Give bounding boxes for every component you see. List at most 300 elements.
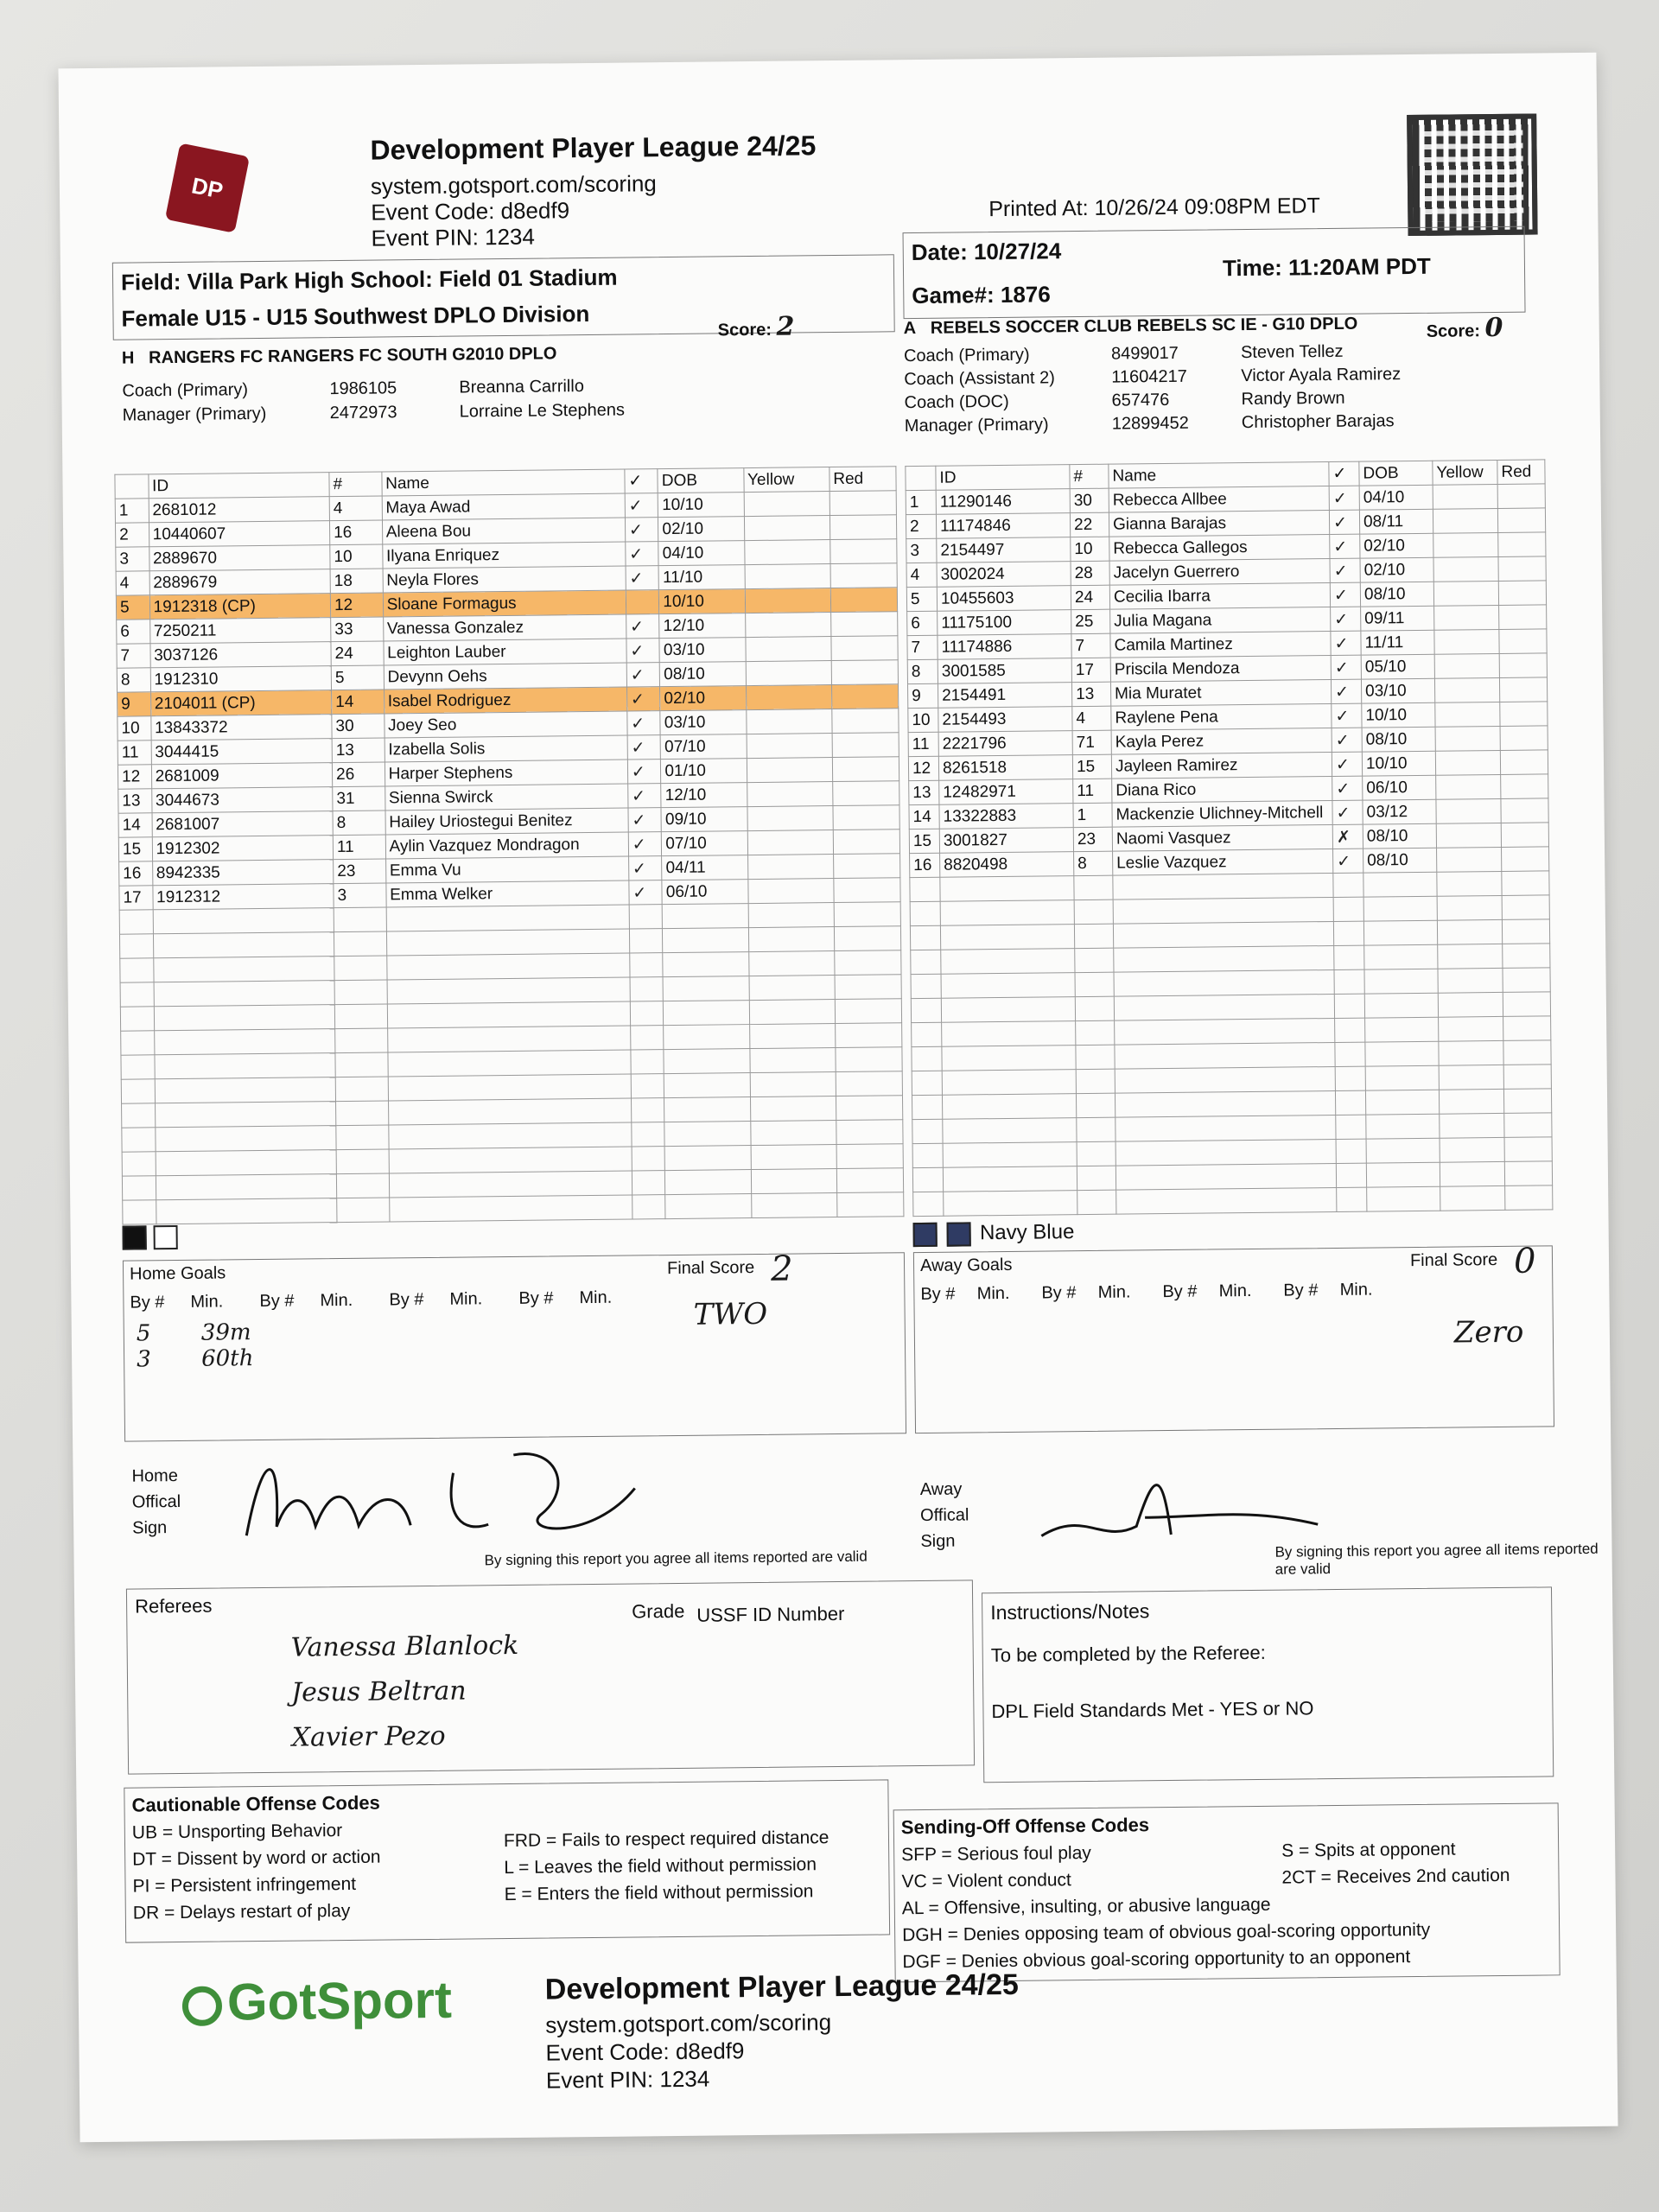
black-swatch-icon — [123, 1225, 147, 1249]
player-dob: 08/10 — [1360, 582, 1433, 607]
player-id: 3002024 — [937, 562, 1071, 588]
jersey-number — [1077, 1141, 1116, 1166]
player-name: Rebecca Gallegos — [1109, 535, 1330, 562]
game-number: Game#: 1876 — [912, 281, 1051, 309]
yellow-card — [1436, 798, 1501, 823]
row-number — [910, 877, 940, 901]
row-number — [911, 974, 941, 998]
checkin-mark: ✓ — [1330, 558, 1360, 582]
checkin-mark: ✓ — [1331, 607, 1361, 631]
player-name — [389, 1195, 632, 1222]
row-number: 1 — [115, 499, 149, 523]
row-number — [913, 1192, 944, 1216]
red-card — [832, 757, 899, 782]
checkin-mark — [1334, 994, 1364, 1018]
player-name: Cecilia Ibarra — [1109, 583, 1330, 610]
player-name: Harper Stephens — [385, 760, 627, 786]
jersey-number — [335, 1077, 388, 1102]
player-id: 11174846 — [936, 513, 1070, 539]
red-card — [1502, 895, 1549, 920]
player-id: 3001585 — [938, 658, 1071, 684]
checkin-mark — [1335, 1090, 1365, 1115]
row-number — [911, 950, 941, 974]
yellow-card — [1434, 653, 1499, 678]
player-id: 1912312 — [152, 884, 334, 910]
checkin-mark: ✓ — [1329, 486, 1359, 510]
sendoff-code: 2CT = Receives 2nd caution — [1281, 1865, 1510, 1888]
player-id: 2681012 — [149, 497, 330, 523]
player-name — [1115, 1066, 1335, 1093]
row-number — [120, 958, 154, 982]
checkin-mark — [630, 953, 664, 977]
checkin-mark: ✓ — [628, 832, 662, 856]
yellow-card — [1440, 1161, 1504, 1186]
player-name: Vanessa Gonzalez — [383, 614, 626, 641]
yellow-card — [1435, 702, 1500, 727]
player-dob: 08/10 — [1363, 823, 1436, 849]
player-id: 1912310 — [150, 666, 332, 692]
red-card — [835, 950, 902, 976]
player-dob: 10/10 — [659, 589, 746, 614]
red-card — [1502, 871, 1549, 896]
player-id: 3037126 — [150, 642, 332, 668]
sendoff-code: SFP = Serious foul play — [901, 1842, 1091, 1866]
row-number: 7 — [117, 644, 150, 668]
player-dob: 02/10 — [660, 686, 747, 711]
jersey-number: 10 — [330, 544, 383, 569]
yellow-card — [1440, 1185, 1505, 1211]
yellow-card — [1435, 750, 1500, 775]
player-id — [154, 1029, 335, 1055]
yellow-card — [1439, 1065, 1503, 1090]
yellow-card — [1437, 919, 1502, 944]
away-roster-table — [905, 459, 1553, 1217]
row-number — [121, 1079, 155, 1103]
player-id: 2154497 — [937, 537, 1071, 563]
red-card — [830, 515, 897, 540]
by-number-header: By # — [920, 1284, 956, 1305]
checkin-mark: ✓ — [626, 566, 659, 590]
col-num — [906, 466, 936, 490]
by-number-header: By # — [1283, 1281, 1319, 1300]
staff-name: Lorraine Le Stephens — [459, 400, 626, 422]
player-name: Leighton Lauber — [384, 639, 626, 665]
player-id: 2681007 — [152, 811, 334, 837]
home-score-value: 2 — [776, 311, 795, 342]
red-card — [1504, 1113, 1552, 1138]
player-id — [156, 1198, 337, 1224]
row-number: 6 — [117, 620, 150, 644]
player-id — [941, 997, 1075, 1023]
jersey-number: 17 — [1071, 658, 1110, 682]
checkin-mark — [1336, 1163, 1366, 1187]
player-id: 1912318 (CP) — [149, 594, 331, 620]
player-name — [386, 929, 629, 956]
player-dob — [663, 928, 749, 953]
yellow-card — [751, 1169, 837, 1194]
yellow-card — [1440, 1113, 1504, 1138]
player-id: 3044415 — [151, 739, 333, 765]
by-number-header: By # — [518, 1288, 554, 1308]
sign-label: Offical — [919, 1505, 969, 1526]
row-number: 11 — [118, 741, 151, 765]
minute-header: Min. — [449, 1289, 483, 1309]
jersey-number: 4 — [1072, 706, 1111, 730]
yellow-card — [1433, 484, 1497, 509]
checkin-mark — [631, 1098, 664, 1122]
red-card — [836, 1144, 904, 1169]
jersey-number — [334, 956, 387, 981]
staff-id: 12899452 — [1111, 413, 1189, 434]
player-id: 12482971 — [939, 779, 1073, 805]
red-card — [831, 636, 899, 661]
player-name: Rebecca Allbee — [1109, 486, 1329, 513]
player-dob — [1365, 1090, 1439, 1115]
red-card — [833, 830, 900, 855]
player-name: Emma Welker — [386, 880, 629, 907]
away-score-label: Score: — [1426, 321, 1481, 341]
red-card — [1501, 774, 1548, 799]
player-id: 8261518 — [938, 755, 1072, 781]
col-jersey: # — [329, 472, 382, 497]
row-number: 10 — [118, 716, 151, 741]
sendoff-code: AL = Offensive, insulting, or abusive language — [901, 1894, 1271, 1919]
yellow-card — [1438, 944, 1503, 969]
yellow-card — [745, 588, 831, 613]
row-number: 2 — [115, 523, 149, 547]
player-id — [942, 1070, 1076, 1096]
yellow-card — [747, 806, 834, 831]
home-score — [717, 311, 794, 342]
player-name: Gianna Barajas — [1109, 511, 1329, 537]
yellow-card — [1434, 677, 1499, 702]
row-number: 3 — [906, 538, 937, 563]
checkin-mark — [1335, 1042, 1365, 1066]
player-dob — [1364, 969, 1438, 994]
staff-role: Coach (Primary) — [122, 380, 249, 401]
jersey-number: 23 — [334, 859, 386, 884]
col-dob: DOB — [1359, 461, 1433, 486]
player-name: Jacelyn Guerrero — [1109, 559, 1330, 586]
player-name: Devynn Oehs — [384, 663, 626, 690]
grade-label: Grade — [632, 1599, 685, 1623]
player-name — [388, 1074, 631, 1101]
player-dob — [664, 1097, 751, 1122]
goal-scorer: 3 — [136, 1346, 151, 1373]
player-dob — [1363, 920, 1437, 945]
checkin-mark — [630, 1026, 664, 1050]
jersey-number — [334, 907, 386, 932]
navy-swatch-icon — [946, 1222, 970, 1246]
checkin-mark: ✓ — [625, 493, 658, 518]
notes-line2: DPL Field Standards Met - YES or NO — [991, 1697, 1314, 1723]
checkin-mark: ✓ — [1332, 728, 1362, 752]
checkin-mark: ✓ — [1330, 534, 1360, 558]
player-id — [153, 932, 334, 958]
yellow-card — [1433, 581, 1498, 606]
jersey-number — [336, 1173, 389, 1198]
ussf-label: USSF ID Number — [696, 1602, 845, 1626]
jersey-number: 4 — [329, 496, 382, 521]
sendoff-codes-title: Sending-Off Offense Codes — [900, 1814, 1150, 1839]
player-id: 10440607 — [149, 521, 330, 547]
by-number-header: By # — [259, 1291, 295, 1312]
red-card — [834, 902, 901, 927]
row-number — [910, 925, 940, 950]
staff-name: Victor Ayala Ramirez — [1241, 365, 1402, 386]
checkin-mark: ✗ — [1332, 824, 1363, 849]
player-name: Ilyana Enriquez — [382, 542, 625, 569]
yellow-card — [748, 903, 835, 928]
sendoff-code: DGH = Denies opposing team of obvious goal-scoring opportunity — [902, 1919, 1431, 1946]
jersey-number — [336, 1101, 389, 1126]
row-number — [122, 1128, 156, 1152]
row-number: 5 — [906, 587, 937, 611]
player-name — [1113, 921, 1333, 948]
red-card — [1500, 750, 1548, 775]
player-name: Julia Magana — [1110, 607, 1331, 634]
player-name — [386, 905, 629, 931]
player-id — [943, 1142, 1077, 1168]
jersey-number: 13 — [332, 738, 385, 763]
player-dob: 08/11 — [1359, 509, 1433, 534]
jersey-number: 16 — [330, 520, 383, 545]
jersey-number: 23 — [1073, 827, 1112, 851]
player-dob: 12/10 — [661, 783, 747, 808]
checkin-mark — [632, 1171, 665, 1195]
player-name: Izabella Solis — [385, 735, 627, 762]
staff-role: Coach (Primary) — [903, 345, 1030, 366]
checkin-mark — [1333, 897, 1363, 921]
scoring-url: system.gotsport.com/scoring — [370, 170, 657, 200]
home-score-label: Score: — [717, 320, 772, 340]
player-dob — [1365, 1041, 1439, 1066]
division-name: Female U15 - U15 Southwest DPLO Division — [121, 300, 590, 332]
staff-id: 657476 — [1111, 390, 1170, 410]
caution-code: DT = Dissent by word or action — [132, 1847, 381, 1870]
row-number: 9 — [118, 692, 151, 716]
row-number — [121, 1031, 155, 1055]
sendoff-code: DGF = Denies obvious goal-scoring opportunity to an opponent — [902, 1947, 1411, 1973]
player-dob — [664, 1001, 750, 1026]
row-number — [912, 1167, 943, 1192]
checkin-mark — [1335, 1018, 1365, 1042]
player-dob: 01/10 — [661, 759, 747, 784]
away-final-score-label: Final Score — [1409, 1250, 1498, 1271]
yellow-card — [1437, 895, 1502, 920]
player-name — [1113, 873, 1333, 899]
player-dob: 02/10 — [1360, 533, 1433, 558]
player-id — [941, 949, 1075, 975]
checkin-mark — [1334, 969, 1364, 994]
player-dob: 08/10 — [660, 662, 747, 687]
jersey-number: 12 — [330, 593, 383, 618]
minute-header: Min. — [579, 1287, 613, 1308]
player-id — [156, 1150, 337, 1176]
col-check: ✓ — [1329, 461, 1359, 486]
staff-name: Steven Tellez — [1240, 341, 1344, 363]
row-number: 5 — [116, 595, 149, 620]
checkin-mark — [1333, 921, 1363, 945]
player-name — [1116, 1163, 1336, 1190]
yellow-card — [750, 1072, 836, 1097]
yellow-card — [1435, 726, 1500, 751]
player-dob — [1364, 993, 1438, 1018]
yellow-card — [1439, 1089, 1503, 1114]
yellow-card — [745, 564, 831, 589]
sendoff-code: VC = Violent conduct — [901, 1870, 1071, 1892]
red-card — [832, 733, 899, 758]
player-name: Emma Vu — [385, 856, 628, 883]
jersey-number — [335, 1052, 388, 1077]
row-number: 8 — [117, 668, 150, 692]
player-id: 2889670 — [149, 545, 330, 571]
player-id — [940, 900, 1074, 926]
red-card — [834, 878, 901, 903]
caution-code: DR = Delays restart of play — [132, 1900, 351, 1923]
red-card — [1497, 508, 1545, 533]
player-id — [155, 1102, 336, 1128]
jersey-number — [334, 1004, 387, 1029]
player-name: Mackenzie Ulichney-Mitchell — [1112, 800, 1332, 827]
red-card — [1504, 1161, 1552, 1186]
row-number: 16 — [119, 861, 153, 886]
player-id: 3044673 — [151, 787, 333, 813]
checkin-mark: ✓ — [1332, 752, 1362, 776]
jersey-number — [336, 1125, 389, 1150]
checkin-mark: ✓ — [629, 880, 663, 905]
player-dob — [664, 1049, 750, 1074]
jersey-number — [1077, 1190, 1116, 1214]
yellow-card — [1433, 508, 1497, 533]
col-name: Name — [382, 469, 625, 496]
match-time: Time: 11:20AM PDT — [1222, 252, 1431, 282]
checkin-mark — [630, 977, 664, 1001]
jersey-number: 31 — [333, 786, 385, 811]
checkin-mark: ✓ — [627, 760, 661, 784]
checkin-mark: ✓ — [626, 663, 660, 687]
player-name — [1114, 945, 1334, 972]
row-number: 8 — [907, 659, 938, 683]
jersey-number: 30 — [332, 714, 385, 739]
player-dob — [664, 1122, 751, 1147]
red-card — [832, 781, 899, 806]
jersey-number: 71 — [1072, 730, 1111, 754]
checkin-mark — [626, 590, 659, 614]
row-number — [122, 1103, 156, 1128]
jersey-number: 3 — [334, 883, 386, 908]
red-card — [1504, 1137, 1552, 1162]
player-id — [153, 957, 334, 982]
notes-line1: To be completed by the Referee: — [990, 1641, 1266, 1667]
player-id — [940, 876, 1074, 902]
yellow-card — [746, 661, 832, 686]
yellow-card — [748, 927, 835, 952]
yellow-card — [746, 685, 832, 710]
player-dob: 03/12 — [1363, 799, 1436, 824]
yellow-card — [747, 879, 834, 904]
player-name — [1115, 1018, 1335, 1045]
red-card — [830, 539, 898, 564]
checkin-mark — [1336, 1139, 1366, 1163]
away-color-label: Navy Blue — [979, 1220, 1075, 1245]
staff-id: 2472973 — [329, 403, 397, 423]
player-id — [942, 1094, 1076, 1120]
row-number: 12 — [908, 756, 938, 780]
jersey-number — [1075, 972, 1114, 996]
yellow-card — [751, 1145, 837, 1170]
field-name: Field: Villa Park High School: Field 01 Stadium — [120, 264, 618, 296]
row-number — [119, 934, 153, 958]
player-id: 2889679 — [149, 569, 331, 595]
checkin-mark: ✓ — [1332, 776, 1363, 800]
col-id: ID — [936, 465, 1070, 491]
player-dob: 10/10 — [1362, 751, 1435, 776]
player-name — [1114, 994, 1334, 1020]
yellow-card — [747, 734, 833, 759]
footer-league: Development Player League 24/25 — [544, 1967, 1020, 2006]
red-card — [1497, 484, 1545, 509]
red-card — [834, 926, 901, 951]
red-card — [1503, 1089, 1551, 1114]
yellow-card — [1439, 1016, 1503, 1041]
jersey-number — [1076, 1093, 1115, 1117]
home-sign-label — [131, 1463, 181, 1541]
row-number: 2 — [906, 514, 936, 538]
row-number — [122, 1176, 156, 1200]
red-card — [836, 1096, 903, 1121]
yellow-card — [746, 709, 832, 734]
red-card — [1498, 556, 1546, 582]
player-id — [943, 1118, 1077, 1144]
jersey-number: 30 — [1070, 488, 1109, 512]
by-number-header: By # — [1041, 1283, 1077, 1303]
footer-url: system.gotsport.com/scoring — [545, 2009, 832, 2038]
col-num — [115, 474, 149, 499]
player-dob — [1366, 1138, 1440, 1163]
player-name: Isabel Rodriguez — [384, 687, 626, 714]
jersey-number: 22 — [1070, 512, 1109, 537]
checkin-mark: ✓ — [626, 614, 659, 639]
checkin-mark — [632, 1122, 665, 1147]
player-id — [154, 981, 335, 1007]
jersey-number: 33 — [331, 617, 384, 642]
player-name — [388, 1050, 631, 1077]
jersey-number: 14 — [332, 690, 385, 715]
row-number: 10 — [908, 708, 938, 732]
row-number: 15 — [118, 837, 152, 861]
checkin-mark: ✓ — [627, 735, 661, 760]
player-dob — [1366, 1162, 1440, 1187]
caution-code: UB = Unsporting Behavior — [131, 1821, 343, 1843]
player-dob: 04/10 — [1359, 485, 1433, 510]
checkin-mark — [632, 1195, 665, 1219]
printed-at: Printed At: 10/26/24 09:08PM EDT — [988, 194, 1320, 222]
jersey-number: 26 — [332, 762, 385, 787]
white-swatch-icon — [154, 1225, 178, 1249]
player-dob — [1364, 944, 1438, 969]
staff-id: 11604217 — [1111, 366, 1187, 387]
home-team-header — [122, 344, 557, 368]
row-number — [120, 1007, 154, 1031]
home-goal-entries — [137, 1319, 254, 1372]
checkin-mark: ✓ — [628, 856, 662, 880]
minute-header: Min. — [1339, 1280, 1373, 1300]
player-name — [389, 1147, 632, 1173]
checkin-mark: ✓ — [1332, 703, 1362, 728]
league-title: Development Player League 24/25 — [370, 130, 817, 166]
yellow-card — [749, 1024, 836, 1049]
